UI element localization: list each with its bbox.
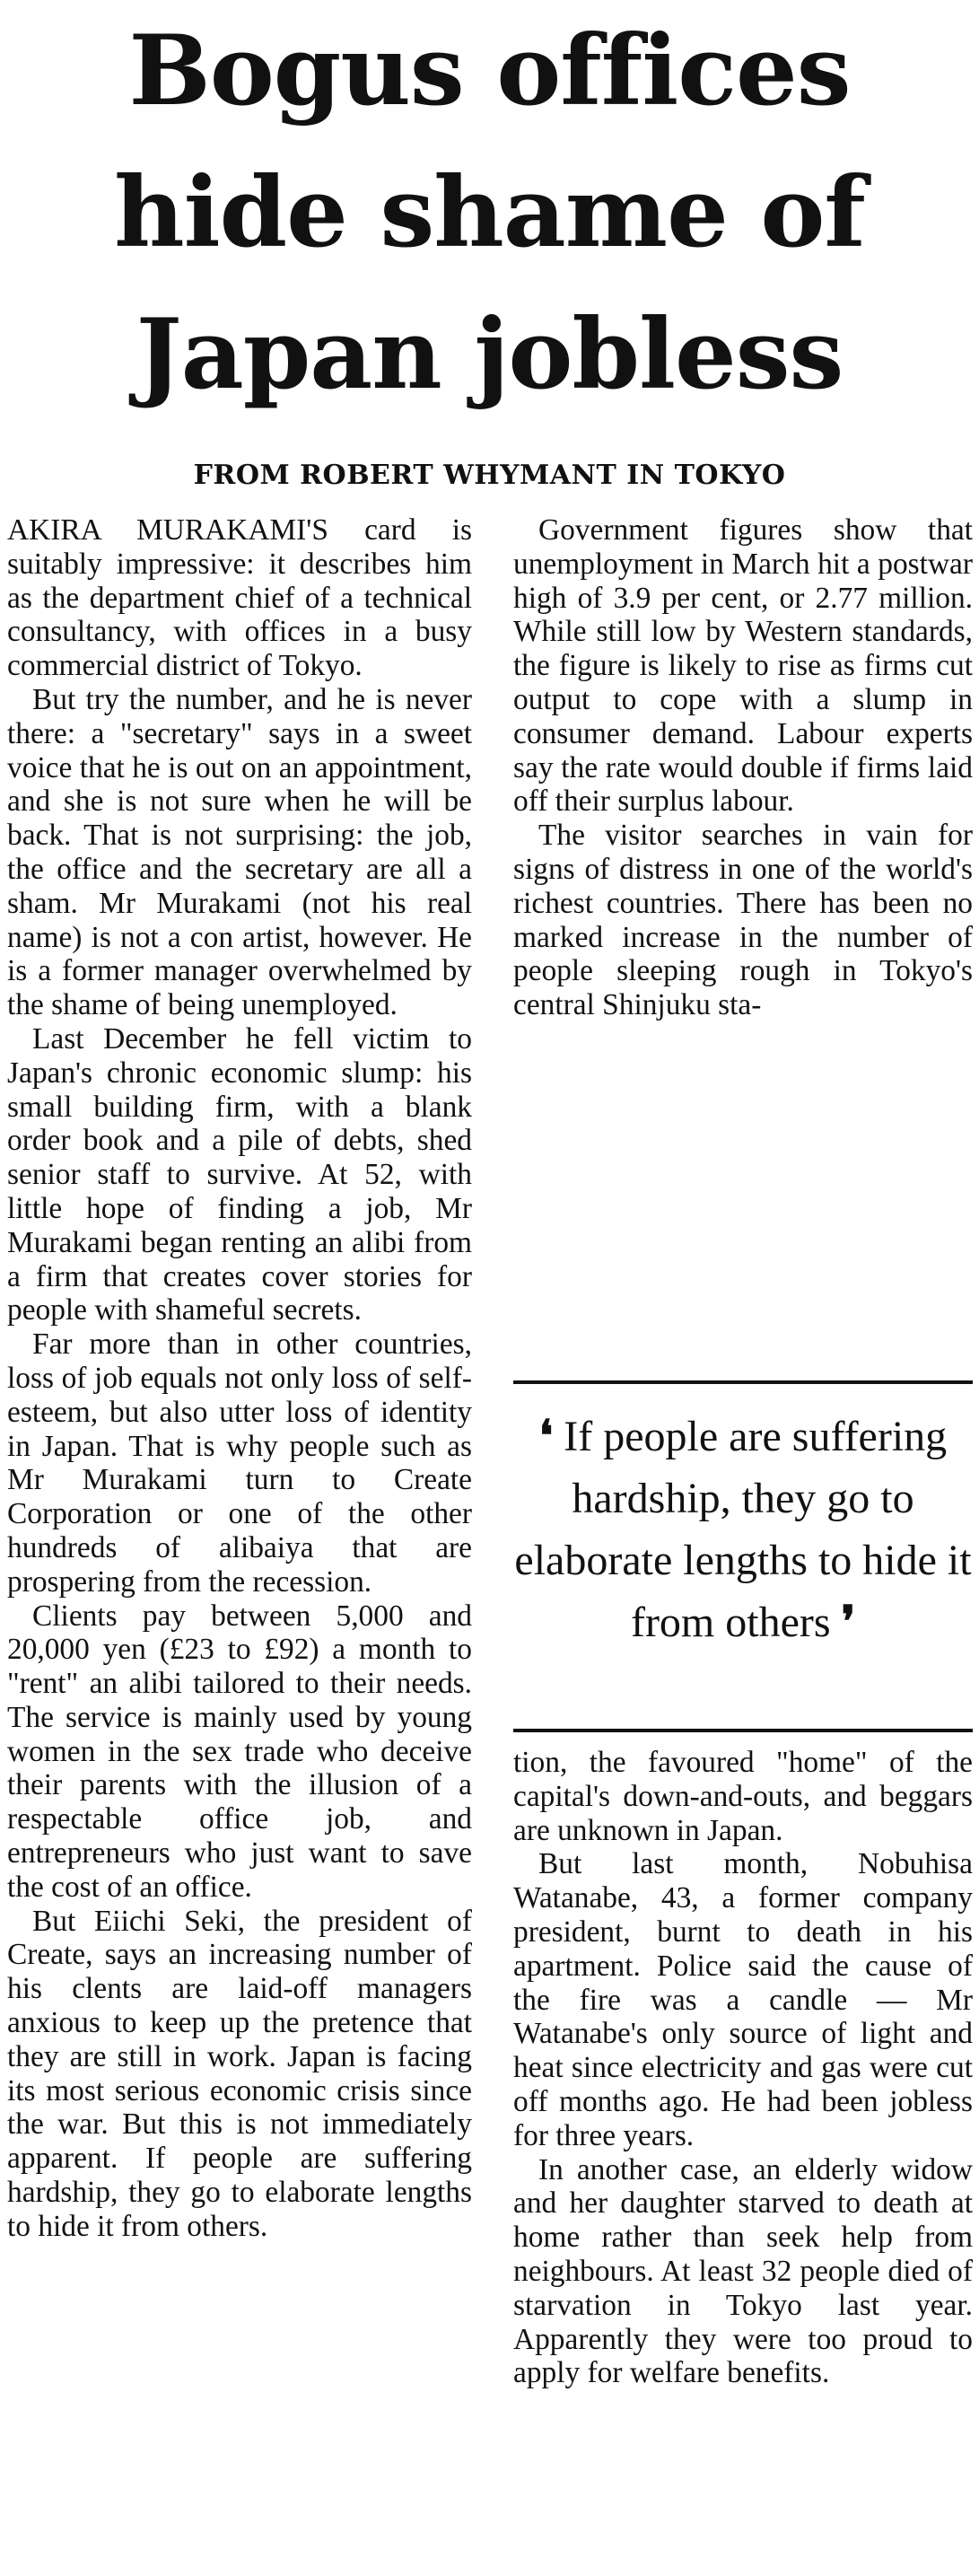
paragraph-4: Far more than in other countries, loss of job equals not only loss of self-esteem, but also utter loss of identity in Japan. That is why people such as Mr Murakami turn to Create Corporation or one of the other hundreds of alibaiya that are prospering from the recession. — [7, 1327, 472, 1599]
paragraph-1: AKIRA MURAKAMI'S card is suitably impressive: it describes him as the department chief of a technical consultancy, with offices in a busy commercial district of Tokyo. — [7, 513, 472, 683]
paragraph-3: Last December he fell victim to Japan's chronic economic slump: his small building firm, with a blank order book and a pile of debts, shed senior staff to survive. At 52, with little hope of finding a job, Mr Murakami began renting an alibi from a firm that creates cover stories for people with shameful secrets. — [7, 1021, 472, 1327]
close-quote-mark: ❜ — [841, 1597, 856, 1647]
byline: FROM ROBERT WHYMANT IN TOKYO — [193, 460, 786, 491]
headline-line-3: Japan jobless — [135, 298, 844, 411]
headline — [0, 0, 979, 425]
pull-quote-top-rule — [513, 1380, 973, 1384]
paragraph-9: But last month, Nobuhisa Watanabe, 43, a former company president, burnt to death in his apartment. Police said the cause of the fire was a candle — Mr Watanabe's only source of light and heat since electricity and gas were cut off months ago. He had been jobless for three years. — [513, 1847, 973, 2152]
paragraph-2: But try the number, and he is never there: a "secretary" says in a sweet voice that he is out on an appointment, and she is not sure when he will be back. That is not surprising: the job, the office and the secretary are all a sham. Mr Murakami (not his real name) is not a con artist, however. He is a former manager overwhelmed by the shame of being unemployed. — [7, 682, 472, 1022]
pull-quote-text: If people are suffering hardship, they go to elaborate lengths to hide it from others — [514, 1413, 972, 1646]
paragraph-5: Clients pay between 5,000 and 20,000 yen (£23 to £92) a month to "rent" an alibi tailored to their needs. The service is mainly used by young women in the sex trade who deceive their parents with the illusion of a respectable office job, and entrepreneurs who just want to save the cost of an office. — [7, 1599, 472, 1904]
headline-line-1: Bogus offices — [128, 14, 851, 127]
paragraph-10: In another case, an elderly widow and her daughter starved to death at home rather than seek help from neighbours. At least 32 people died of starvation in Tokyo last year. Apparently they were too proud to apply for welfare benefits. — [513, 2152, 973, 2390]
article-column-left — [7, 513, 472, 2244]
open-quote-mark: ❛ — [538, 1411, 554, 1461]
paragraph-7: Government figures show that unemployment in March hit a postwar high of 3.9 per cent, or 2.77 million. While still low by Western standards, the figure is likely to rise as firms cut output to cope with a slump in consumer demand. Labour experts say the rate would double if firms laid off their surplus labour. — [513, 513, 973, 819]
pull-quote — [513, 1406, 973, 1653]
paragraph-6: But Eiichi Seki, the president of Create, says an increasing number of his clents are laid-off managers anxious to keep up the pretence that they are still in work. Japan is facing its most serious economic crisis since the war. But this is not immediately apparent. If people are suffering hardship, they go to elaborate lengths to hide it from others. — [7, 1904, 472, 2243]
pull-quote-box — [513, 1380, 973, 1732]
headline-line-2: hide shame of — [114, 156, 865, 269]
article-column-right-top — [513, 513, 973, 1022]
article-column-right-bottom — [513, 1746, 973, 2390]
paragraph-8-part-1: The visitor searches in vain for signs of distress in one of the world's richest countries. There has been no marked increase in the number of people sleeping rough in Tokyo's central Shinjuku sta- — [513, 819, 973, 1022]
pull-quote-bottom-rule — [513, 1729, 973, 1732]
paragraph-8-part-2: tion, the favoured "home" of the capital's down-and-outs, and beggars are unknown in Japan. — [513, 1746, 973, 1847]
